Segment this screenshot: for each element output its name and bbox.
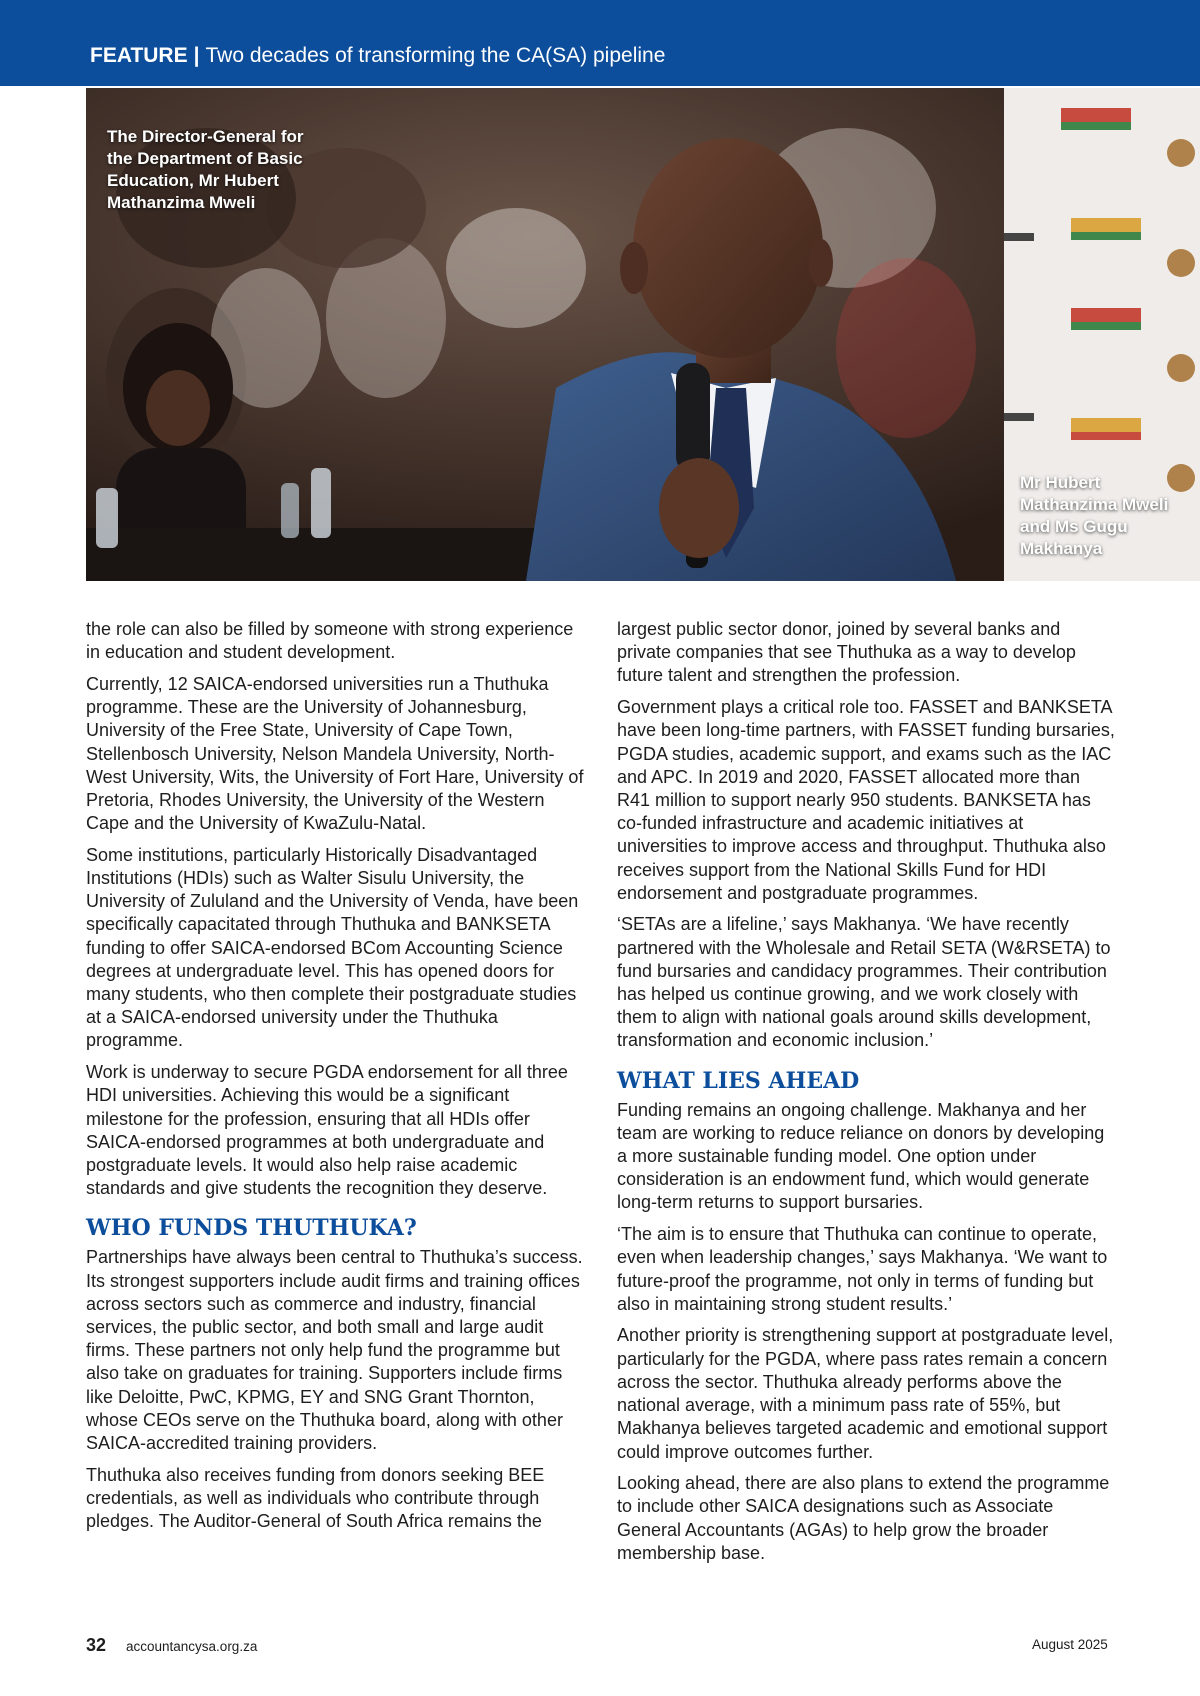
feature-photo	[86, 88, 1200, 581]
photo-caption-left: The Director-General for the Department of Basic Education, Mr Hubert Mathanzima Mweli	[107, 127, 304, 212]
header-bar	[0, 0, 1200, 86]
footer-date: August 2025	[1032, 1637, 1108, 1652]
article-series-title: Two decades of transforming the CA(SA) pipeline	[205, 44, 666, 67]
paragraph: ‘SETAs are a lifeline,’ says Makhanya. ‘We have recently partnered with the Wholesale and Retail SETA (W&RSETA) to fund bursaries and candidacy programmes. Their contribution has helped us continue growing, and we work closely with them to align with national goals around skills development, transformation and economic inclusion.’	[617, 914, 1111, 1051]
header-separator: |	[193, 44, 200, 67]
page-number: 32	[86, 1635, 107, 1655]
section-label: FEATURE	[90, 44, 188, 67]
paragraph: largest public sector donor, joined by several banks and private companies that see Thuthuka as a way to develop future talent and strengthen the profession.	[617, 619, 1076, 686]
photo-caption-right: Mr Hubert Mathanzima Mweli and Ms Gugu Makhanya	[1020, 473, 1169, 558]
paragraph: Partnerships have always been central to Thuthuka’s success. Its strongest supporters include audit firms and training offices across sectors such as commerce and industry, financial services, the public sector, and both small and large audit firms. These partners not only help fund the programme but also take on graduates for training. Supporters include firms like Deloitte, PwC, KPMG, EY and SNG Grant Thornton, whose CEOs serve on the Thuthuka board, along with other SAICA-accredited training providers.	[86, 1247, 583, 1453]
section-heading: WHAT LIES AHEAD	[617, 1067, 860, 1094]
footer-url: accountancysa.org.za	[126, 1639, 258, 1654]
article-column-left	[86, 618, 586, 1542]
paragraph: Currently, 12 SAICA-endorsed universities run a Thuthuka programme. These are the University of Johannesburg, University of the Free State, University of Cape Town, Stellenbosch University, Nelson Mandela University, North-West University, Wits, the University of Fort Hare, University of Pretoria, Rhodes University, the University of the Western Cape and the University of KwaZulu-Natal.	[86, 673, 584, 834]
paragraph: Another priority is strengthening support at postgraduate level, particularly for the PGDA, where pass rates remain a concern across the sector. Thuthuka already performs above the national average, with a minimum pass rate of 55%, but Makhanya believes targeted academic and emotional support could improve outcomes further.	[617, 1325, 1114, 1462]
paragraph: Some institutions, particularly Historically Disadvantaged Institutions (HDIs) such as Walter Sisulu University, the University of Zululand and the University of Venda, have been specifically capacitated through Thuthuka and BANKSETA funding to offer SAICA-endorsed BCom Accounting Science degrees at undergraduate level. This has opened doors for many students, who then complete their postgraduate studies at a SAICA-endorsed university under the Thuthuka programme.	[86, 844, 579, 1051]
section-heading: WHO FUNDS THUTHUKA?	[86, 1215, 417, 1242]
paragraph: ‘The aim is to ensure that Thuthuka can continue to operate, even when leadership changes,’ says Makhanya. ‘We want to future-proof the programme, not only in terms of funding but also in maintaining strong student results.’	[617, 1224, 1108, 1314]
paragraph: Looking ahead, there are also plans to extend the programme to include other SAICA designations such as Associate General Accountants (AGAs) to help grow the broader membership base.	[617, 1473, 1110, 1563]
paragraph: the role can also be filled by someone with strong experience in education and student development.	[86, 619, 574, 663]
paragraph: Government plays a critical role too. FASSET and BANKSETA have been long-time partners, with FASSET funding bursaries, PGDA studies, academic support, and exams such as the IAC and APC. In 2019 and 2020, FASSET allocated more than R41 million to support nearly 950 students. BANKSETA has co-funded infrastructure and academic initiatives at universities to improve access and throughput. Thuthuka also receives support from the National Skills Fund for HDI endorsement and postgraduate programmes.	[617, 697, 1115, 903]
article-column-right	[617, 618, 1117, 1574]
paragraph: Work is underway to secure PGDA endorsement for all three HDI universities. Achieving this would be a significant milestone for the profession, ensuring that all HDIs offer SAICA-endorsed programmes at both undergraduate and postgraduate levels. It would also help raise academic standards and give students the recognition they deserve.	[86, 1062, 568, 1199]
paragraph: Funding remains an ongoing challenge. Makhanya and her team are working to reduce reliance on donors by developing a more sustainable funding model. One option under consideration is an endowment fund, which would generate long-term returns to support bursaries.	[617, 1099, 1105, 1213]
header-section	[90, 44, 665, 68]
paragraph: Thuthuka also receives funding from donors seeking BEE credentials, as well as individuals who contribute through pledges. The Auditor-General of South Africa remains the	[86, 1464, 545, 1532]
